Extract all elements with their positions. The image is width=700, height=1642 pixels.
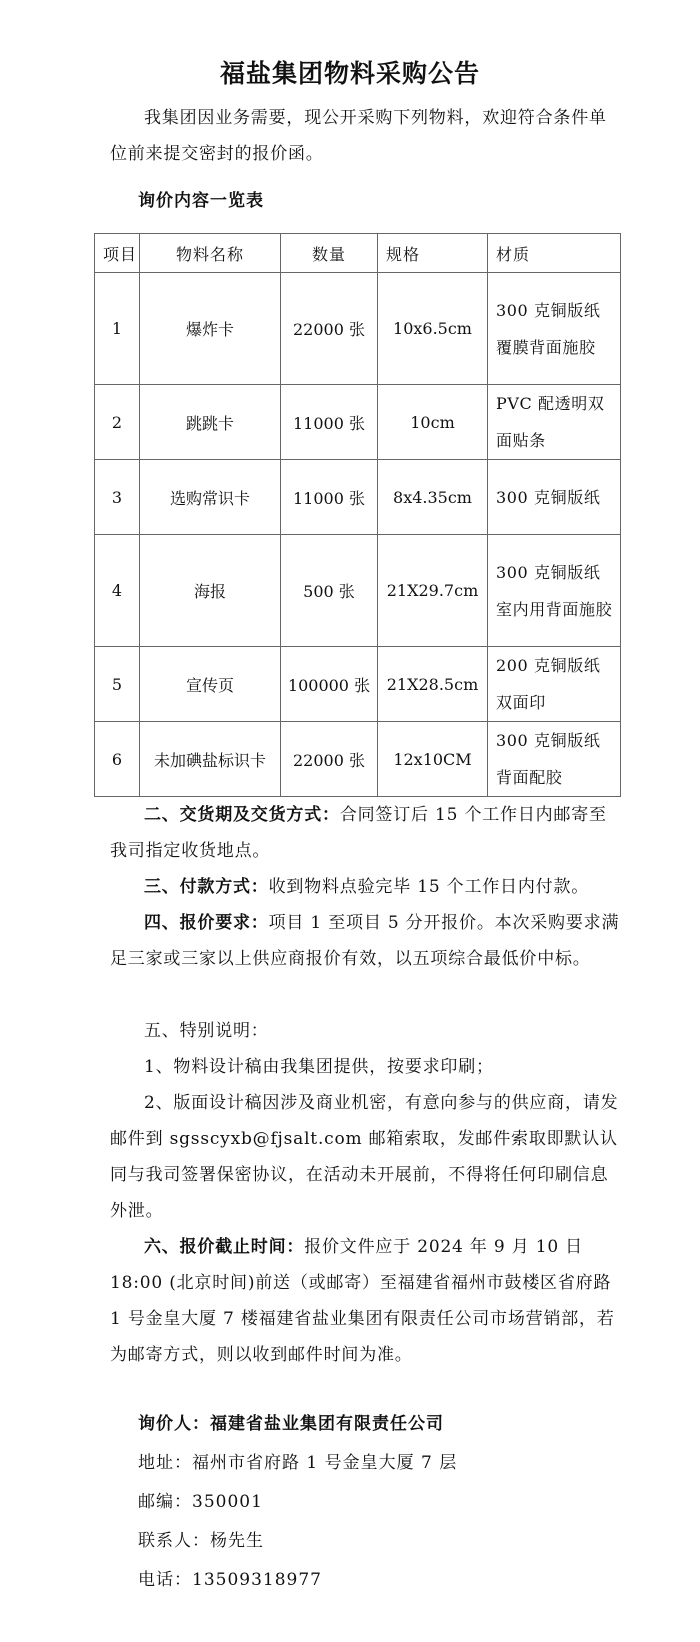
page-title: 福盐集团物料采购公告 (219, 59, 480, 88)
cell-item: 1 (95, 273, 140, 385)
cell-quantity: 100000 张 (281, 647, 378, 722)
table-row (95, 385, 621, 460)
cell-spec: 8x4.35cm (378, 460, 488, 535)
cell-quantity: 500 张 (281, 535, 378, 647)
deadline-section (110, 1229, 620, 1373)
header-item: 项目 (95, 234, 140, 273)
contact-person: 联系人：杨先生 (138, 1531, 264, 1551)
delivery-section (110, 797, 620, 869)
table-row (95, 273, 621, 385)
deadline-label: 六、报价截止时间： (144, 1237, 305, 1257)
quote-label: 四、报价要求： (144, 913, 269, 933)
special-item-1: 1、物料设计稿由我集团提供，按要求印刷； (144, 1057, 494, 1077)
table-row (95, 535, 621, 647)
cell-item: 4 (95, 535, 140, 647)
delivery-text: 合同签订后 15 个工作日内邮寄至我司指定收货地点。 (110, 805, 607, 861)
cell-item: 5 (95, 647, 140, 722)
cell-name: 跳跳卡 (140, 385, 281, 460)
header-material: 材质 (488, 234, 621, 273)
table-row (95, 722, 621, 797)
cell-item: 2 (95, 385, 140, 460)
table-header-row (95, 234, 621, 273)
special-item-2: 2、版面设计稿因涉及商业机密，有意向参与的供应商，请发邮件到 sgsscyxb@fjsalt.com 邮箱索取，发邮件索取即默认认同与我司签署保密协议，在活动未开展前，不得将任何印刷信息外泄。 (110, 1093, 619, 1221)
table-title: 询价内容一览表 (138, 191, 264, 211)
contact-postcode: 邮编：350001 (138, 1492, 263, 1512)
table-row (95, 460, 621, 535)
cell-material: 300 克铜版纸覆膜背面施胶 (488, 273, 621, 385)
cell-item: 3 (95, 460, 140, 535)
header-spec: 规格 (378, 234, 488, 273)
quote-section (110, 905, 620, 977)
header-name: 物料名称 (140, 234, 281, 273)
cell-quantity: 11000 张 (281, 460, 378, 535)
cell-quantity: 22000 张 (281, 273, 378, 385)
cell-spec: 12x10CM (378, 722, 488, 797)
cell-name: 爆炸卡 (140, 273, 281, 385)
cell-material: 200 克铜版纸双面印 (488, 647, 621, 722)
special-heading: 五、特别说明： (144, 1021, 269, 1041)
payment-section (110, 869, 620, 905)
cell-spec: 10cm (378, 385, 488, 460)
delivery-label: 二、交货期及交货方式： (144, 805, 340, 825)
payment-text: 收到物料点验完毕 15 个工作日内付款。 (268, 877, 590, 897)
table-row (95, 647, 621, 722)
cell-quantity: 11000 张 (281, 385, 378, 460)
cell-name: 未加碘盐标识卡 (140, 722, 281, 797)
cell-spec: 10x6.5cm (378, 273, 488, 385)
cell-material: PVC 配透明双面贴条 (488, 385, 621, 460)
payment-label: 三、付款方式： (144, 877, 269, 897)
contact-inquirer: 询价人：福建省盐业集团有限责任公司 (138, 1414, 444, 1434)
intro-paragraph: 我集团因业务需要，现公开采购下列物料，欢迎符合条件单位前来提交密封的报价函。 (110, 108, 607, 164)
cell-material: 300 克铜版纸室内用背面施胶 (488, 535, 621, 647)
deadline-text: 报价文件应于 2024 年 9 月 10 日 18:00 (北京时间)前送（或邮寄）至福建省福州市鼓楼区省府路 1 号金皇大厦 7 楼福建省盐业集团有限责任公司市场营销部，若为邮寄方式，则以收到邮件时间为准。 (110, 1237, 615, 1365)
cell-material: 300 克铜版纸背面配胶 (488, 722, 621, 797)
cell-name: 选购常识卡 (140, 460, 281, 535)
cell-spec: 21X28.5cm (378, 647, 488, 722)
contact-address: 地址：福州市省府路 1 号金皇大厦 7 层 (138, 1453, 458, 1473)
contact-phone: 电话：13509318977 (138, 1570, 322, 1590)
cell-quantity: 22000 张 (281, 722, 378, 797)
cell-material: 300 克铜版纸 (488, 460, 621, 535)
cell-spec: 21X29.7cm (378, 535, 488, 647)
header-quantity: 数量 (281, 234, 378, 273)
cell-name: 宣传页 (140, 647, 281, 722)
materials-table (94, 233, 621, 797)
cell-item: 6 (95, 722, 140, 797)
quote-text: 项目 1 至项目 5 分开报价。本次采购要求满足三家或三家以上供应商报价有效，以五项综合最低价中标。 (110, 913, 620, 969)
cell-name: 海报 (140, 535, 281, 647)
